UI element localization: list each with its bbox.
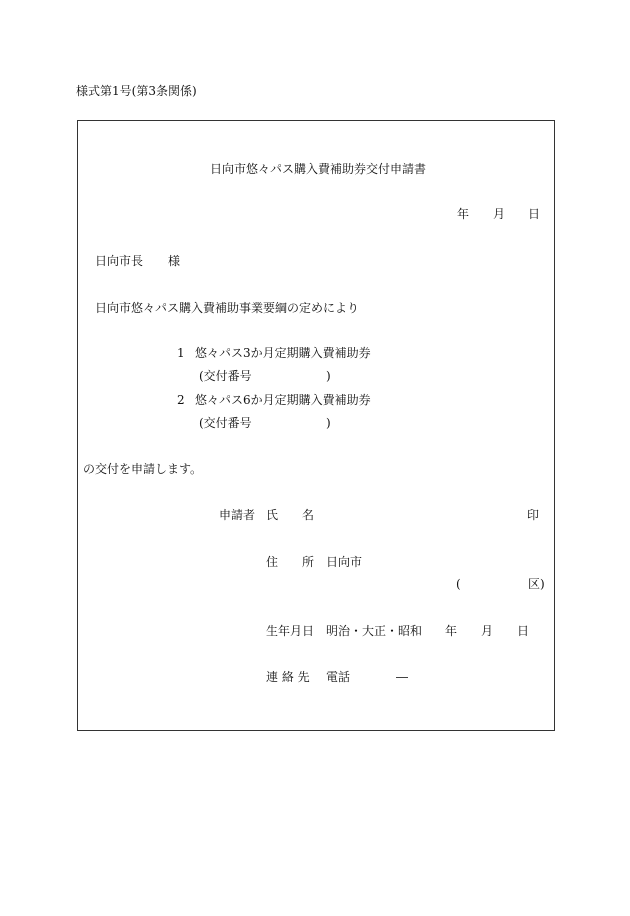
form-number: 様式第1号(第3条関係) xyxy=(76,84,197,98)
item-2-number: 2 xyxy=(177,393,185,407)
form-title: 日向市悠々パス購入費補助券交付申請書 xyxy=(210,162,427,176)
item-2-issue-number-close: ) xyxy=(326,416,331,430)
address-label-2: 所 xyxy=(302,555,315,569)
item-2-label: 悠々パス6か月定期購入費補助券 xyxy=(195,393,371,407)
request-text: の交付を申請します。 xyxy=(83,462,203,476)
item-1-issue-number-close: ) xyxy=(326,369,331,383)
seal-mark: 印 xyxy=(527,508,540,522)
intro-text: 日向市悠々パス購入費補助事業要綱の定めにより xyxy=(95,301,360,315)
application-form xyxy=(77,120,555,731)
item-1-number: 1 xyxy=(177,346,185,360)
item-1-issue-number-label: (交付番号 xyxy=(199,369,252,383)
date-month: 月 xyxy=(493,207,506,221)
address-label-1: 住 xyxy=(266,555,279,569)
ward-close: 区) xyxy=(528,577,545,591)
birth-year: 年 xyxy=(445,624,458,638)
birth-month: 月 xyxy=(481,624,494,638)
addressee-name: 日向市長 xyxy=(95,254,144,268)
applicant-heading: 申請者 xyxy=(219,508,256,522)
phone-dash: ― xyxy=(396,670,408,684)
item-2-issue-number-label: (交付番号 xyxy=(199,416,252,430)
name-label-1: 氏 xyxy=(266,508,279,522)
date-year: 年 xyxy=(457,207,470,221)
addressee-honorific: 様 xyxy=(168,254,181,268)
contact-label: 連 絡 先 xyxy=(266,670,310,684)
birth-date-label: 生年月日 xyxy=(266,624,315,638)
date-day: 日 xyxy=(528,207,541,221)
name-label-2: 名 xyxy=(302,508,315,522)
ward-open: ( xyxy=(456,577,461,591)
phone-label: 電話 xyxy=(326,670,351,684)
item-1-label: 悠々パス3か月定期購入費補助券 xyxy=(195,346,371,360)
birth-day: 日 xyxy=(517,624,530,638)
birth-eras: 明治・大正・昭和 xyxy=(326,624,423,638)
address-city: 日向市 xyxy=(326,555,363,569)
